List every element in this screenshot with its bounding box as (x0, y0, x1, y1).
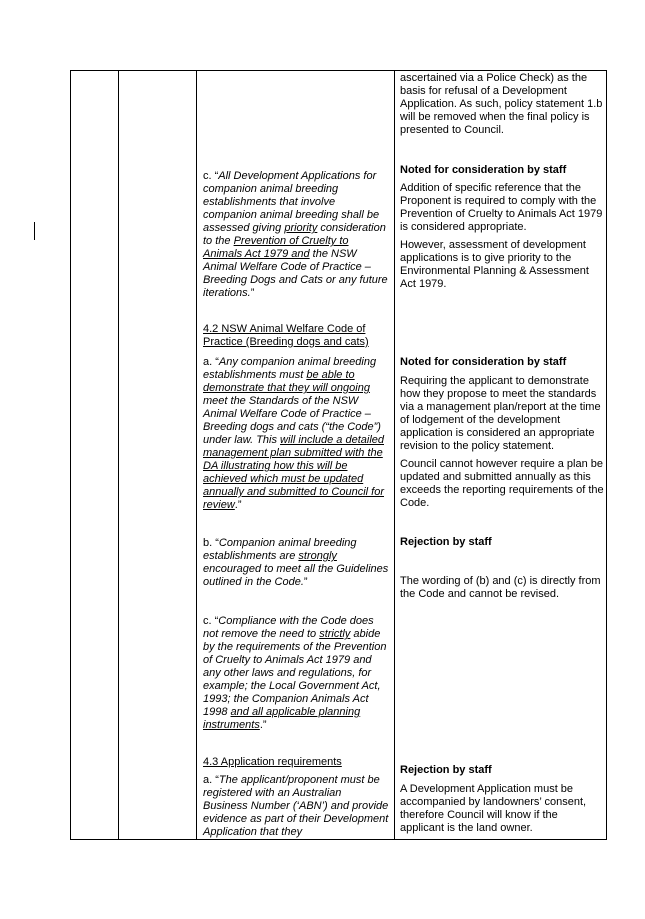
table-bottom-border (70, 839, 607, 840)
table-col-divider-3 (196, 70, 197, 840)
section-4-2 (203, 323, 389, 349)
policy-statement-4-2-c: c. “Compliance with the Code does not remove the need to strictly abide by the requirements of the Prevention of Cruelty to Animals Act 1979 and any other laws and regulations, for example; the Local Government Act, 1993; the Companion Animals Act 1998 and all applicable planning instruments.” (203, 615, 387, 731)
policy-statement-4-3-a: a. “The applicant/proponent must be registered with an Australian Business Number (‘ABN’) and provide evidence as part of their Development Application that they (203, 774, 389, 838)
comment-paragraph: Addition of specific reference that the Proponent is required to comply with the Prevention of Cruelty to Animals Act 1979 is considered appropriate. (400, 182, 603, 233)
policy-statement-4-2-a: a. “Any companion animal breeding establishments must be able to demonstrate that they will ongoing meet the Standards of the NSW Animal Welfare Code of Practice – Breeding dogs and cats (“the Code”) under law. This will include a detailed management plan submitted with the DA illustrating how this will be achieved which must be updated annually and submitted to Council for review.” (203, 356, 384, 511)
table-col-divider-5 (606, 70, 607, 840)
comment-block-1 (400, 164, 604, 291)
status-label: Noted for consideration by staff (400, 356, 567, 368)
comment-block-2 (400, 356, 604, 510)
comment-block-4 (400, 764, 604, 835)
section-4-3 (203, 756, 389, 769)
comment-paragraph: Requiring the applicant to demonstrate how they propose to meet the standards via a management plan/report at the time of lodgement of the development application is considered an appropriate revision to the policy statement. (400, 375, 601, 452)
comment-paragraph: Council cannot however require a plan be updated and submitted annually as this exceeds the reporting requirements of the Code. (400, 458, 604, 509)
status-label: Noted for consideration by staff (400, 164, 567, 176)
status-label: Rejection by staff (400, 764, 492, 776)
status-label: Rejection by staff (400, 536, 492, 548)
policy-statement-4-2-b: b. “Companion animal breeding establishments are strongly encouraged to meet all the Guidelines outlined in the Code.” (203, 537, 389, 588)
right-top-text: ascertained via a Police Check) as the basis for refusal of a Development Application. As such, policy statement 1.b will be removed when the final policy is presented to Council. (400, 72, 603, 136)
table-col-divider-1 (70, 70, 71, 840)
comment-paragraph: However, assessment of development applications is to give priority to the Environmental Planning & Assessment Act 1979. (400, 239, 589, 290)
table-top-border (70, 70, 607, 71)
revision-mark (34, 222, 35, 240)
comment-paragraph: The wording of (b) and (c) is directly from the Code and cannot be revised. (400, 575, 601, 600)
section-heading: 4.2 NSW Animal Welfare Code of Practice (Breeding dogs and cats) (203, 323, 369, 348)
table-col-divider-4 (394, 70, 395, 840)
comment-paragraph: A Development Application must be accompanied by landowners’ consent, therefore Council will know if the applicant is the land owner. (400, 783, 587, 834)
section-heading: 4.3 Application requirements (203, 756, 342, 768)
policy-statement-c: c. “All Development Applications for companion animal breeding establishments that involve companion animal breeding shall be assessed giving priority consideration to the Prevention of Cruelty to Animals Act 1979 and the NSW Animal Welfare Code of Practice – Breeding Dogs and Cats or any future iterations.” (203, 170, 388, 299)
comment-block-3 (400, 536, 604, 601)
table-col-divider-2 (118, 70, 119, 840)
